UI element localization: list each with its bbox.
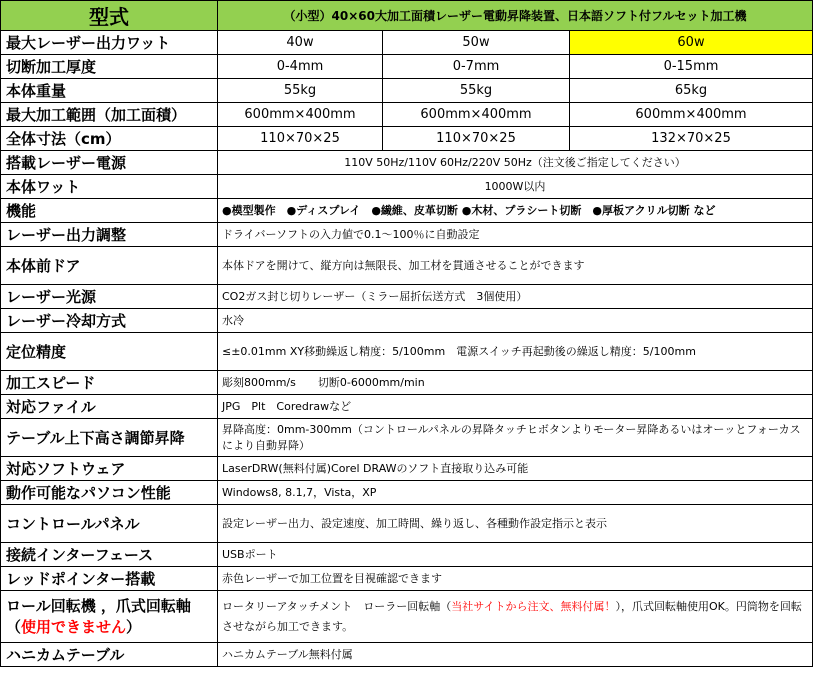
row-label-output-adjust: レーザー出力調整 bbox=[1, 223, 218, 247]
row-label-table-lift: テーブル上下高さ調節昇降 bbox=[1, 419, 218, 457]
row-label-power: 最大レーザー出力ワット bbox=[1, 31, 218, 55]
table-row bbox=[1, 127, 813, 151]
row-label-pc: 動作可能なパソコン性能 bbox=[1, 481, 218, 505]
power-60w-highlight: 60w bbox=[570, 31, 813, 55]
row-label-pointer: レッドポインター搭載 bbox=[1, 567, 218, 591]
dimensions-50w: 110×70×25 bbox=[383, 127, 570, 151]
rotary-label-main: ロール回転機 ，爪式回転軸 bbox=[6, 596, 191, 615]
row-label-dimensions: 全体寸法（cm） bbox=[1, 127, 218, 151]
work-area-40w: 600mm×400mm bbox=[218, 103, 383, 127]
power-supply-value: 110V 50Hz/110V 60Hz/220V 50Hz（注文後ご指定してください） bbox=[218, 151, 813, 175]
rotary-value bbox=[218, 591, 813, 643]
header-description: （小型）40×60大加工面積レーザー電動昇降装置、日本語ソフト付フルセット加工機 bbox=[218, 1, 813, 31]
output-adjust-value: ドライバーソフトの入力値で0.1～100％に自動設定 bbox=[218, 223, 813, 247]
pc-value: Windows8, 8.1,7，Vista，XP bbox=[218, 481, 813, 505]
row-label-front-door: 本体前ドア bbox=[1, 247, 218, 285]
dimensions-60w: 132×70×25 bbox=[570, 127, 813, 151]
rotary-value-post: ），爪式回転軸使用OK。円筒物を回転させながら加工できます。 bbox=[222, 599, 802, 633]
accuracy-value: ≤±0.01mm XY移動繰返し精度：5/100mm 電源スイッチ再起動後の繰返し精度：5/100mm bbox=[218, 333, 813, 371]
speed-value: 彫刻800mm/s 切断0-6000mm/min bbox=[218, 371, 813, 395]
table-row bbox=[1, 79, 813, 103]
pointer-value: 赤色レーザーで加工位置を目視確認できます bbox=[218, 567, 813, 591]
table-row bbox=[1, 457, 813, 481]
front-door-value: 本体ドアを開けて、縦方向は無限長、加工材を貫通させることができます bbox=[218, 247, 813, 285]
table-row bbox=[1, 481, 813, 505]
table-row bbox=[1, 199, 813, 223]
rotary-label-note-close: ） bbox=[126, 617, 142, 636]
weight-40w: 55kg bbox=[218, 79, 383, 103]
interface-value: USBポート bbox=[218, 543, 813, 567]
table-row bbox=[1, 567, 813, 591]
cut-thickness-40w: 0-4mm bbox=[218, 55, 383, 79]
row-label-control-panel: コントロールパネル bbox=[1, 505, 218, 543]
table-row bbox=[1, 247, 813, 285]
file-types-value: JPG Plt Coredrawなど bbox=[218, 395, 813, 419]
dimensions-40w: 110×70×25 bbox=[218, 127, 383, 151]
rotary-label-note-open: （ bbox=[6, 617, 22, 636]
cut-thickness-60w: 0-15mm bbox=[570, 55, 813, 79]
row-label-work-area: 最大加工範囲（加工面積） bbox=[1, 103, 218, 127]
rotary-label-note: 使用できません bbox=[21, 617, 127, 636]
table-row bbox=[1, 103, 813, 127]
rotary-value-red: 当社サイトから注文、無料付属！ bbox=[451, 599, 616, 613]
table-row bbox=[1, 31, 813, 55]
row-label-accuracy: 定位精度 bbox=[1, 333, 218, 371]
table-row bbox=[1, 55, 813, 79]
table-row bbox=[1, 285, 813, 309]
header-label: 型式 bbox=[1, 1, 218, 31]
table-row bbox=[1, 395, 813, 419]
row-label-wattage: 本体ワット bbox=[1, 175, 218, 199]
row-label-interface: 接続インターフェース bbox=[1, 543, 218, 567]
table-lift-value: 昇降高度：0mm-300mm（コントロールパネルの昇降タッチヒボタンよりモーター昇降あるいはオーッとフォーカスにより自動昇降） bbox=[218, 419, 813, 457]
weight-60w: 65kg bbox=[570, 79, 813, 103]
row-label-software: 対応ソフトウェア bbox=[1, 457, 218, 481]
light-source-value: CO2ガス封じ切りレーザー（ミラー屈折伝送方式 3個使用） bbox=[218, 285, 813, 309]
row-label-power-supply: 搭載レーザー電源 bbox=[1, 151, 218, 175]
header-row bbox=[1, 1, 813, 31]
row-label-honeycomb: ハニカムテーブル bbox=[1, 643, 218, 667]
table-row bbox=[1, 151, 813, 175]
functions-value: ●模型製作 ●ディスプレイ ●繊維、皮革切断 ●木材、プラシート切断 ●厚板アクリル切断 など bbox=[218, 199, 813, 223]
work-area-60w: 600mm×400mm bbox=[570, 103, 813, 127]
table-row bbox=[1, 419, 813, 457]
power-50w: 50w bbox=[383, 31, 570, 55]
rotary-value-pre: ロータリーアタッチメント ローラー回転軸（ bbox=[222, 599, 452, 613]
row-label-speed: 加工スピード bbox=[1, 371, 218, 395]
row-label-cut-thickness: 切断加工厚度 bbox=[1, 55, 218, 79]
row-label-cooling: レーザー冷却方式 bbox=[1, 309, 218, 333]
row-label-functions: 機能 bbox=[1, 199, 218, 223]
row-label-light-source: レーザー光源 bbox=[1, 285, 218, 309]
table-row bbox=[1, 175, 813, 199]
table-row bbox=[1, 223, 813, 247]
cut-thickness-50w: 0-7mm bbox=[383, 55, 570, 79]
weight-50w: 55kg bbox=[383, 79, 570, 103]
wattage-value: 1000W以内 bbox=[218, 175, 813, 199]
power-40w: 40w bbox=[218, 31, 383, 55]
table-row bbox=[1, 543, 813, 567]
table-row bbox=[1, 591, 813, 643]
row-label-weight: 本体重量 bbox=[1, 79, 218, 103]
table-row bbox=[1, 333, 813, 371]
work-area-50w: 600mm×400mm bbox=[383, 103, 570, 127]
table-row bbox=[1, 309, 813, 333]
table-row bbox=[1, 371, 813, 395]
table-row bbox=[1, 643, 813, 667]
honeycomb-value: ハニカムテーブル無料付属 bbox=[218, 643, 813, 667]
table-row bbox=[1, 505, 813, 543]
row-label-file-types: 対応ファイル bbox=[1, 395, 218, 419]
cooling-value: 水冷 bbox=[218, 309, 813, 333]
software-value: LaserDRW(無料付属)Corel DRAWのソフト直接取り込み可能 bbox=[218, 457, 813, 481]
row-label-rotary bbox=[1, 591, 218, 643]
control-panel-value: 設定レーザー出力、設定速度、加工時間、繰り返し、各種動作設定指示と表示 bbox=[218, 505, 813, 543]
